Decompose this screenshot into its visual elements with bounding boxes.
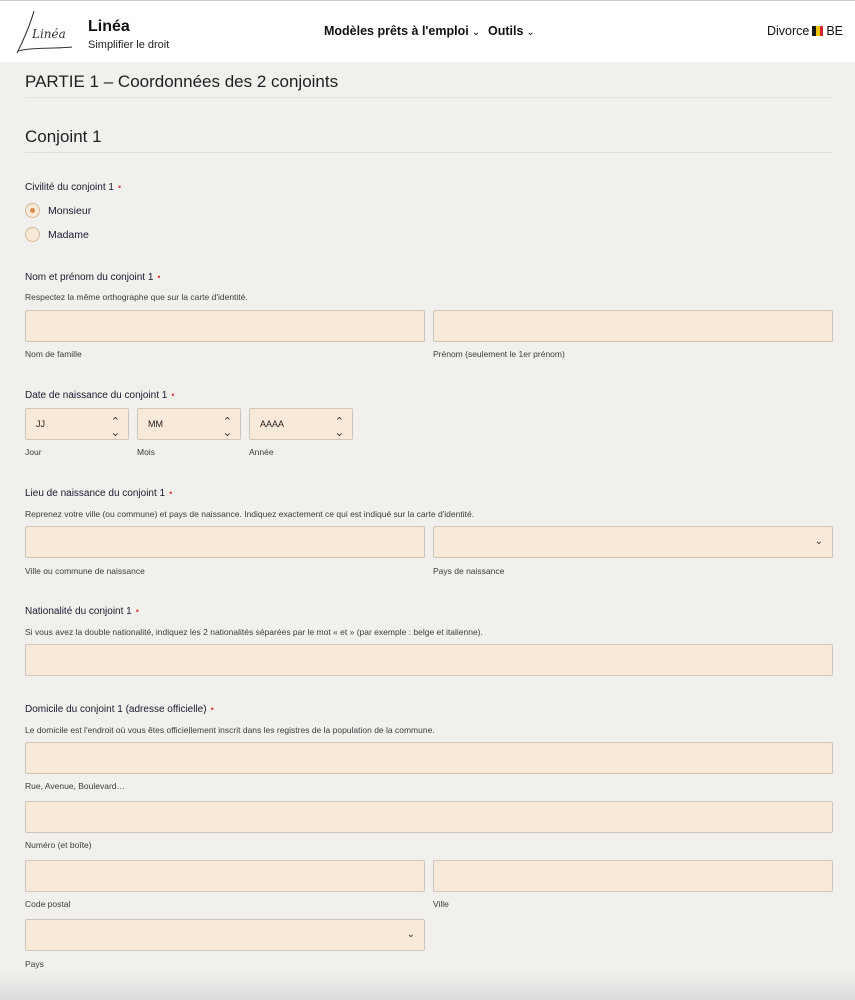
radio-madame[interactable] bbox=[25, 227, 89, 242]
year-sublabel: Année bbox=[249, 447, 274, 457]
language-code: BE bbox=[826, 24, 843, 38]
required-marker: • bbox=[171, 390, 175, 400]
radio-button[interactable] bbox=[25, 227, 40, 242]
divorce-label: Divorce bbox=[766, 24, 810, 38]
city-sublabel: Ville bbox=[433, 899, 449, 909]
postal-code-input[interactable] bbox=[25, 860, 425, 892]
radio-button-checked[interactable] bbox=[25, 203, 40, 218]
city-input[interactable] bbox=[433, 860, 833, 892]
name-help: Respectez la même orthographe que sur la carte d'identité. bbox=[25, 292, 248, 302]
required-marker: • bbox=[157, 272, 161, 282]
last-name-sublabel: Nom de famille bbox=[25, 349, 82, 359]
house-number-input[interactable] bbox=[25, 801, 833, 833]
divider bbox=[25, 97, 833, 98]
country-sublabel: Pays bbox=[25, 959, 44, 969]
month-sublabel: Mois bbox=[137, 447, 155, 457]
day-select[interactable] bbox=[25, 408, 129, 440]
month-select[interactable] bbox=[137, 408, 241, 440]
first-name-sublabel: Prénom (seulement le 1er prénom) bbox=[433, 349, 565, 359]
name-label: Nom et prénom du conjoint 1 • bbox=[25, 272, 161, 283]
birth-city-sublabel: Ville ou commune de naissance bbox=[25, 566, 145, 576]
street-sublabel: Rue, Avenue, Boulevard… bbox=[25, 781, 126, 791]
part-title: PARTIE 1 – Coordonnées des 2 conjoints bbox=[25, 72, 339, 91]
birth-date-label: Date de naissance du conjoint 1 • bbox=[25, 390, 175, 401]
radio-label: Monsieur bbox=[48, 204, 92, 217]
chevron-down-icon: ⌄ bbox=[406, 929, 415, 940]
chevron-down-icon: ⌄ bbox=[526, 27, 535, 38]
required-marker: • bbox=[169, 488, 173, 498]
last-name-input[interactable] bbox=[25, 310, 425, 342]
birth-city-input[interactable] bbox=[25, 526, 425, 558]
postal-code-sublabel: Code postal bbox=[25, 899, 71, 909]
day-placeholder: JJ bbox=[36, 419, 45, 429]
domicile-label: Domicile du conjoint 1 (adresse officielle) • bbox=[25, 704, 214, 715]
year-placeholder: AAAA bbox=[260, 419, 285, 429]
day-sublabel: Jour bbox=[25, 447, 42, 457]
page-bottom-shadow bbox=[0, 970, 855, 1000]
domicile-help: Le domicile est l'endroit où vous êtes officiellement inscrit dans les registres de la population de la commune. bbox=[25, 725, 435, 735]
divider bbox=[25, 152, 833, 153]
nav-tools-menu[interactable] bbox=[488, 24, 535, 38]
belgium-flag-icon bbox=[812, 26, 823, 36]
street-input[interactable] bbox=[25, 742, 833, 774]
spouse-title: Conjoint 1 bbox=[25, 127, 102, 146]
nav-tools-label: Outils bbox=[488, 24, 524, 38]
required-marker: • bbox=[210, 704, 214, 714]
nav-models-label: Modèles prêts à l'emploi bbox=[324, 24, 469, 38]
radio-label: Madame bbox=[48, 228, 89, 241]
house-number-sublabel: Numéro (et boîte) bbox=[25, 840, 92, 850]
month-placeholder: MM bbox=[148, 419, 163, 429]
nationality-help: Si vous avez la double nationalité, indiquez les 2 nationalités séparées par le mot « et » (par exemple : belge et italienne). bbox=[25, 627, 483, 637]
first-name-input[interactable] bbox=[433, 310, 833, 342]
up-down-chevron-icon: ⌃ ⌄ bbox=[110, 416, 120, 439]
top-navigation-bar bbox=[0, 0, 855, 62]
country-selector[interactable] bbox=[767, 24, 843, 38]
birth-country-sublabel: Pays de naissance bbox=[433, 566, 505, 576]
required-marker: • bbox=[117, 182, 122, 192]
chevron-down-icon: ⌄ bbox=[814, 536, 823, 547]
radio-monsieur[interactable] bbox=[25, 203, 91, 218]
civility-label: Civilité du conjoint 1 • bbox=[25, 182, 122, 193]
birth-place-help: Reprenez votre ville (ou commune) et pays de naissance. Indiquez exactement ce qui est indiqué sur la carte d'identité. bbox=[25, 509, 475, 519]
year-select[interactable] bbox=[249, 408, 353, 440]
brand-tagline: Simplifier le droit bbox=[88, 39, 170, 51]
chevron-down-icon: ⌄ bbox=[471, 27, 481, 38]
required-marker: • bbox=[135, 606, 139, 616]
country-select[interactable] bbox=[25, 919, 425, 951]
birth-place-label: Lieu de naissance du conjoint 1 • bbox=[25, 488, 173, 499]
logo-script-text: Linéa bbox=[32, 27, 66, 41]
brand-name[interactable]: Linéa bbox=[88, 18, 130, 35]
nationality-input[interactable] bbox=[25, 644, 833, 676]
birth-country-select[interactable] bbox=[433, 526, 833, 558]
up-down-chevron-icon: ⌃ ⌄ bbox=[222, 416, 232, 439]
nationality-label: Nationalité du conjoint 1 • bbox=[25, 606, 139, 617]
up-down-chevron-icon: ⌃ ⌄ bbox=[334, 416, 344, 439]
nav-models-menu[interactable] bbox=[324, 24, 480, 38]
